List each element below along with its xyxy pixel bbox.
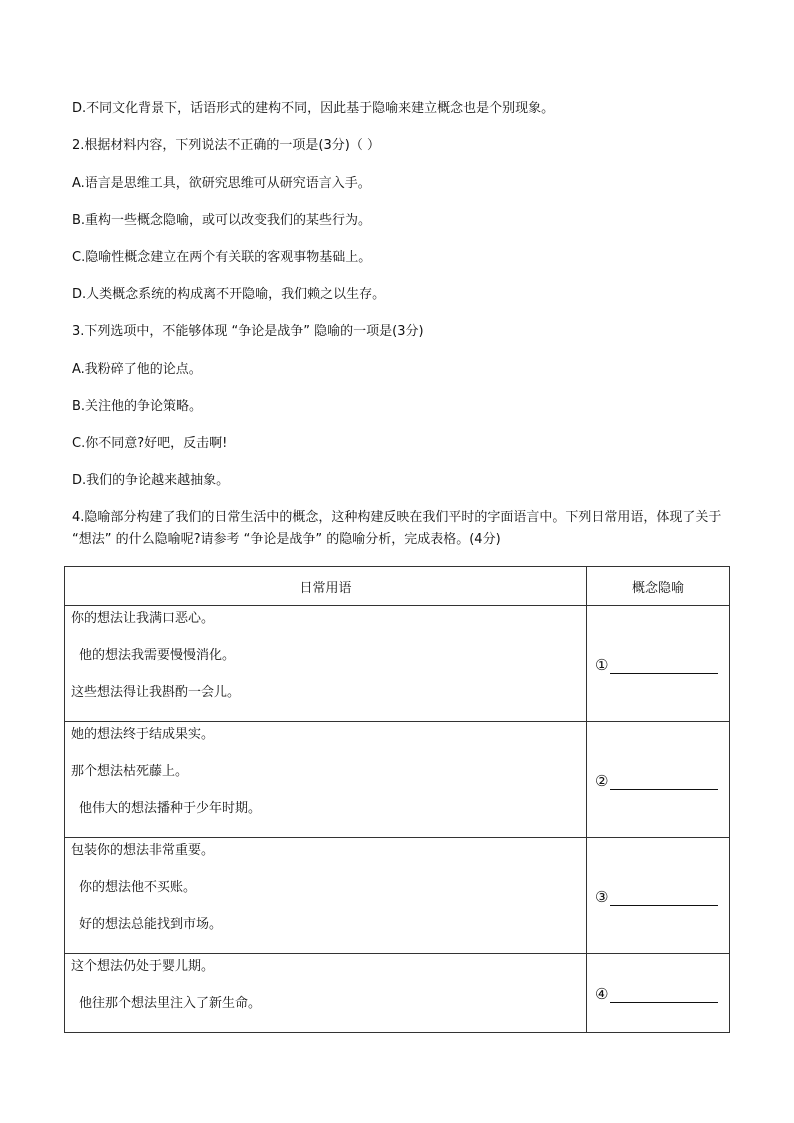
q2-stem: 2.根据材料内容，下列说法不正确的一项是(3分)（ ）	[72, 138, 380, 153]
answer-blank-1[interactable]	[587, 606, 730, 722]
header-daily-phrases: 日常用语	[65, 567, 587, 606]
phrases-cell	[65, 722, 587, 838]
q3-option-c: C.你不同意?好吧，反击啊!	[72, 436, 228, 451]
table-row	[65, 722, 730, 838]
q2-option-d: D.人类概念系统的构成离不开隐喻，我们赖之以生存。	[72, 287, 386, 302]
phrase: 他的想法我需要慢慢消化。	[79, 648, 236, 663]
answer-underline[interactable]	[610, 988, 718, 1003]
answer-underline[interactable]	[610, 891, 718, 906]
table-row	[65, 838, 730, 954]
answer-blank-2[interactable]	[587, 722, 730, 838]
blank-number: ④	[595, 985, 609, 1003]
blank-number: ②	[595, 771, 609, 790]
phrase: 包装你的想法非常重要。	[71, 843, 215, 858]
q3-stem: 3.下列选项中，不能够体现 “争论是战争” 隐喻的一项是(3分)	[72, 324, 424, 339]
table-row	[65, 954, 730, 1033]
phrase: 他伟大的想法播种于少年时期。	[79, 801, 262, 816]
answer-blank-3[interactable]	[587, 838, 730, 954]
table-row	[65, 606, 730, 722]
phrase: 好的想法总能找到市场。	[79, 917, 223, 932]
phrase: 你的想法他不买账。	[79, 880, 197, 895]
phrases-cell	[65, 606, 587, 722]
phrase: 那个想法枯死藤上。	[71, 764, 189, 779]
table-header-row	[65, 567, 730, 606]
q1-option-d: D.不同文化背景下，话语形式的建构不同，因此基于隐喻来建立概念也是个别现象。	[72, 101, 555, 116]
metaphor-table	[64, 566, 730, 1033]
q3-option-a: A.我粉碎了他的论点。	[72, 362, 202, 377]
phrase: 她的想法终于结成果实。	[71, 727, 215, 742]
q2-option-c: C.隐喻性概念建立在两个有关联的客观事物基础上。	[72, 250, 372, 265]
q3-option-d: D.我们的争论越来越抽象。	[72, 473, 230, 488]
phrase: 你的想法让我满口恶心。	[71, 611, 215, 626]
q3-option-b: B.关注他的争论策略。	[72, 399, 203, 414]
q4-stem: 4.隐喻部分构建了我们的日常生活中的概念，这种构建反映在我们平时的字面语言中。下列日常用语，体现了关于 “想法” 的什么隐喻呢?请参考 “争论是战争” 的隐喻分析，完成表格。(4分)	[72, 510, 722, 547]
q2-option-a: A.语言是思维工具，欲研究思维可从研究语言入手。	[72, 176, 371, 191]
answer-underline[interactable]	[610, 659, 718, 674]
answer-blank-4[interactable]	[587, 954, 730, 1033]
q2-option-b: B.重构一些概念隐喻，或可以改变我们的某些行为。	[72, 213, 372, 228]
blank-number: ①	[595, 655, 609, 674]
phrases-cell	[65, 954, 587, 1033]
phrase: 这些想法得让我斟酌一会儿。	[71, 685, 241, 700]
phrases-cell	[65, 838, 587, 954]
phrase: 这个想法仍处于婴儿期。	[71, 959, 215, 974]
blank-number: ③	[595, 887, 609, 906]
answer-underline[interactable]	[610, 775, 718, 790]
header-concept-metaphor: 概念隐喻	[587, 567, 730, 606]
phrase: 他往那个想法里注入了新生命。	[79, 996, 262, 1011]
